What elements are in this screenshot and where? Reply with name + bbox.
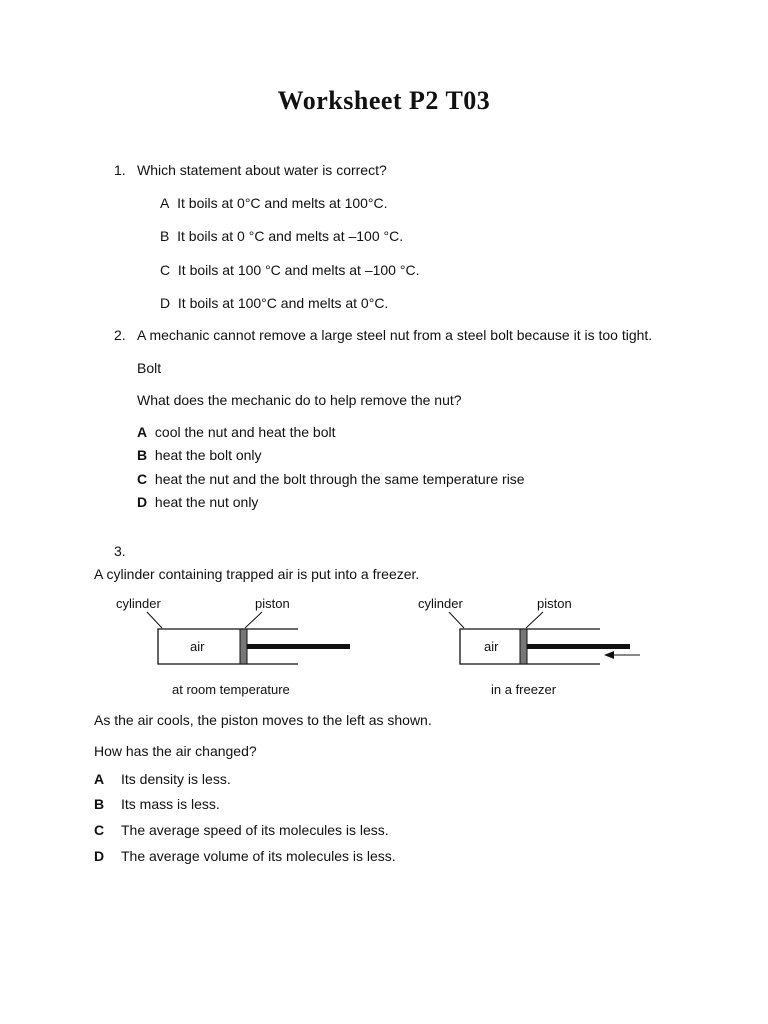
- option-text: It boils at 0°C and melts at 100°C.: [177, 195, 388, 211]
- q2-stem: A mechanic cannot remove a large steel nut from a steel bolt because it is too tight.: [137, 327, 653, 343]
- q3-text1: As the air cools, the piston moves to the left as shown.: [94, 712, 432, 728]
- q3-option-c: [94, 822, 389, 838]
- q2-number: 2.: [114, 327, 126, 343]
- option-letter: C: [160, 262, 171, 278]
- right-piston-leader: [526, 612, 543, 628]
- q3-stem: A cylinder containing trapped air is put into a freezer.: [94, 566, 420, 582]
- q3-option-b: [94, 796, 220, 812]
- q2-question: What does the mechanic do to help remove the nut?: [137, 392, 462, 408]
- option-text: heat the bolt only: [154, 447, 262, 463]
- left-cylinder-leader: [147, 612, 162, 628]
- option-text: Its mass is less.: [121, 796, 220, 812]
- option-letter: B: [94, 796, 105, 812]
- right-air-label: air: [484, 639, 499, 654]
- option-letter: A: [94, 771, 105, 787]
- q2-option-b: [137, 447, 262, 463]
- q1-option-a: [160, 195, 388, 211]
- q1-option-d: [160, 295, 388, 311]
- right-cylinder-label: cylinder: [418, 596, 463, 611]
- left-arrow-head: [604, 651, 614, 659]
- option-text: cool the nut and heat the bolt: [154, 424, 336, 440]
- left-piston-leader: [245, 612, 262, 628]
- option-letter: D: [160, 295, 171, 311]
- q3-option-d: [94, 848, 396, 864]
- right-piston-rod: [527, 644, 630, 649]
- q1-option-c: [160, 262, 419, 278]
- q3-question: How has the air changed?: [94, 743, 257, 759]
- right-piston-label: piston: [537, 596, 572, 611]
- option-letter: D: [137, 494, 148, 510]
- option-text: It boils at 0 °C and melts at –100 °C.: [177, 228, 404, 244]
- q1-stem: Which statement about water is correct?: [137, 162, 387, 178]
- piston-cylinder-diagram: [0, 588, 768, 703]
- left-piston-label: piston: [255, 596, 290, 611]
- option-text: The average volume of its molecules is less.: [121, 848, 396, 864]
- right-piston: [520, 629, 527, 664]
- option-letter: B: [160, 228, 170, 244]
- q2-figure-label: Bolt: [137, 360, 162, 376]
- q2-option-a: [137, 424, 336, 440]
- q2-option-d: [137, 494, 258, 510]
- left-piston: [240, 629, 247, 664]
- left-air-label: air: [190, 639, 205, 654]
- option-letter: C: [137, 471, 148, 487]
- right-caption: in a freezer: [491, 682, 557, 697]
- left-cylinder-figure: [116, 596, 350, 697]
- right-cylinder-leader: [449, 612, 464, 628]
- q3-option-a: [94, 771, 231, 787]
- option-letter: A: [137, 424, 148, 440]
- q1-number: 1.: [114, 162, 126, 178]
- option-letter: C: [94, 822, 105, 838]
- option-letter: B: [137, 447, 148, 463]
- option-text: Its density is less.: [121, 771, 231, 787]
- option-text: It boils at 100°C and melts at 0°C.: [177, 295, 389, 311]
- left-piston-rod: [247, 644, 350, 649]
- left-caption: at room temperature: [172, 682, 290, 697]
- left-cylinder-label: cylinder: [116, 596, 161, 611]
- option-text: It boils at 100 °C and melts at –100 °C.: [177, 262, 420, 278]
- q3-number: 3.: [114, 543, 126, 559]
- worksheet-title: Worksheet P2 T03: [277, 86, 491, 115]
- option-text: heat the nut only: [154, 494, 259, 510]
- q2-option-c: [137, 471, 525, 487]
- option-text: heat the nut and the bolt through the same temperature rise: [154, 471, 525, 487]
- right-cylinder-figure: [418, 596, 640, 697]
- option-letter: D: [94, 848, 105, 864]
- option-text: The average speed of its molecules is less.: [121, 822, 389, 838]
- option-letter: A: [160, 195, 170, 211]
- q1-option-b: [160, 228, 403, 244]
